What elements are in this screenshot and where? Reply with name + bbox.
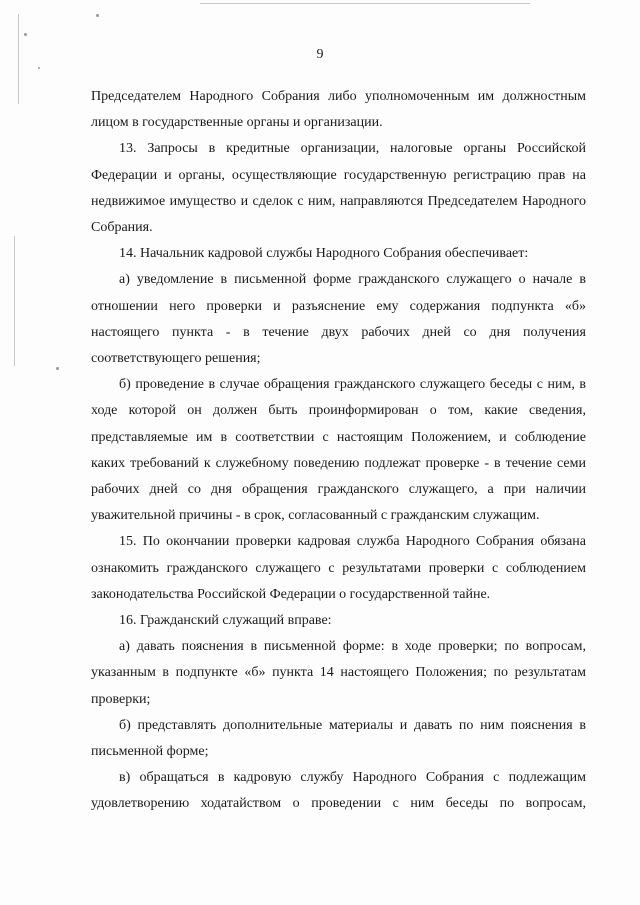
paragraph-16-v: в) обращаться в кадровую службу Народного Собрания с подлежащим удовлетворению ходатайством о проведении с ним беседы по вопросам,	[91, 770, 586, 812]
scan-speck	[96, 14, 99, 17]
scan-edge-line	[14, 236, 15, 366]
page-number: 9	[316, 47, 324, 62]
scan-edge-line	[200, 3, 530, 4]
paragraph-16-b: б) представлять дополнительные материалы и давать по ним пояснения в письменной форме;	[91, 717, 586, 760]
paragraph-16: 16. Гражданский служащий вправе:	[119, 613, 332, 629]
scan-speck	[38, 67, 40, 69]
paragraph-14-b: б) проведение в случае обращения гражданского служащего беседы с ним, в ходе которой он должен быть проинформирован о том, какие сведения, представляемые им в соответствии с настоящим Положением, и соблюдение каких требований к служебному поведению подлежат проверке - в течение семи рабочих дней со дня обращения гражданского служащего, а при наличии уважительной причины - в срок, согласованный с гражданским служащим.	[91, 377, 586, 524]
paragraph-15: 15. По окончании проверки кадровая служба Народного Собрания обязана ознакомить гражданского служащего с результатами проверки с соблюдением законодательства Российской Федерации о государственной тайне.	[91, 534, 586, 602]
paragraph-14-a: а) уведомление в письменной форме гражданского служащего о начале в отношении него проверки и разъяснение ему содержания подпункта «б» настоящего пункта - в течение двух рабочих дней со дня получения соответствующего решения;	[91, 272, 586, 367]
paragraph-13: 13. Запросы в кредитные организации, налоговые органы Российской Федерации и органы, осуществляющие государственную регистрацию прав на недвижимое имущество и сделок с ним, направляются Председателем Народного Собрания.	[91, 141, 586, 236]
document-body	[91, 84, 586, 818]
scan-speck	[24, 33, 27, 36]
paragraph-16-a: а) давать пояснения в письменной форме: в ходе проверки; по вопросам, указанным в подпункте «б» пункта 14 настоящего Положения; по результатам проверки;	[91, 639, 586, 707]
scan-speck	[56, 367, 59, 370]
paragraph-continuation: Председателем Народного Собрания либо уполномоченным им должностным лицом в государственные органы и организации.	[91, 89, 586, 131]
paragraph-14: 14. Начальник кадровой службы Народного Собрания обеспечивает:	[119, 246, 529, 262]
